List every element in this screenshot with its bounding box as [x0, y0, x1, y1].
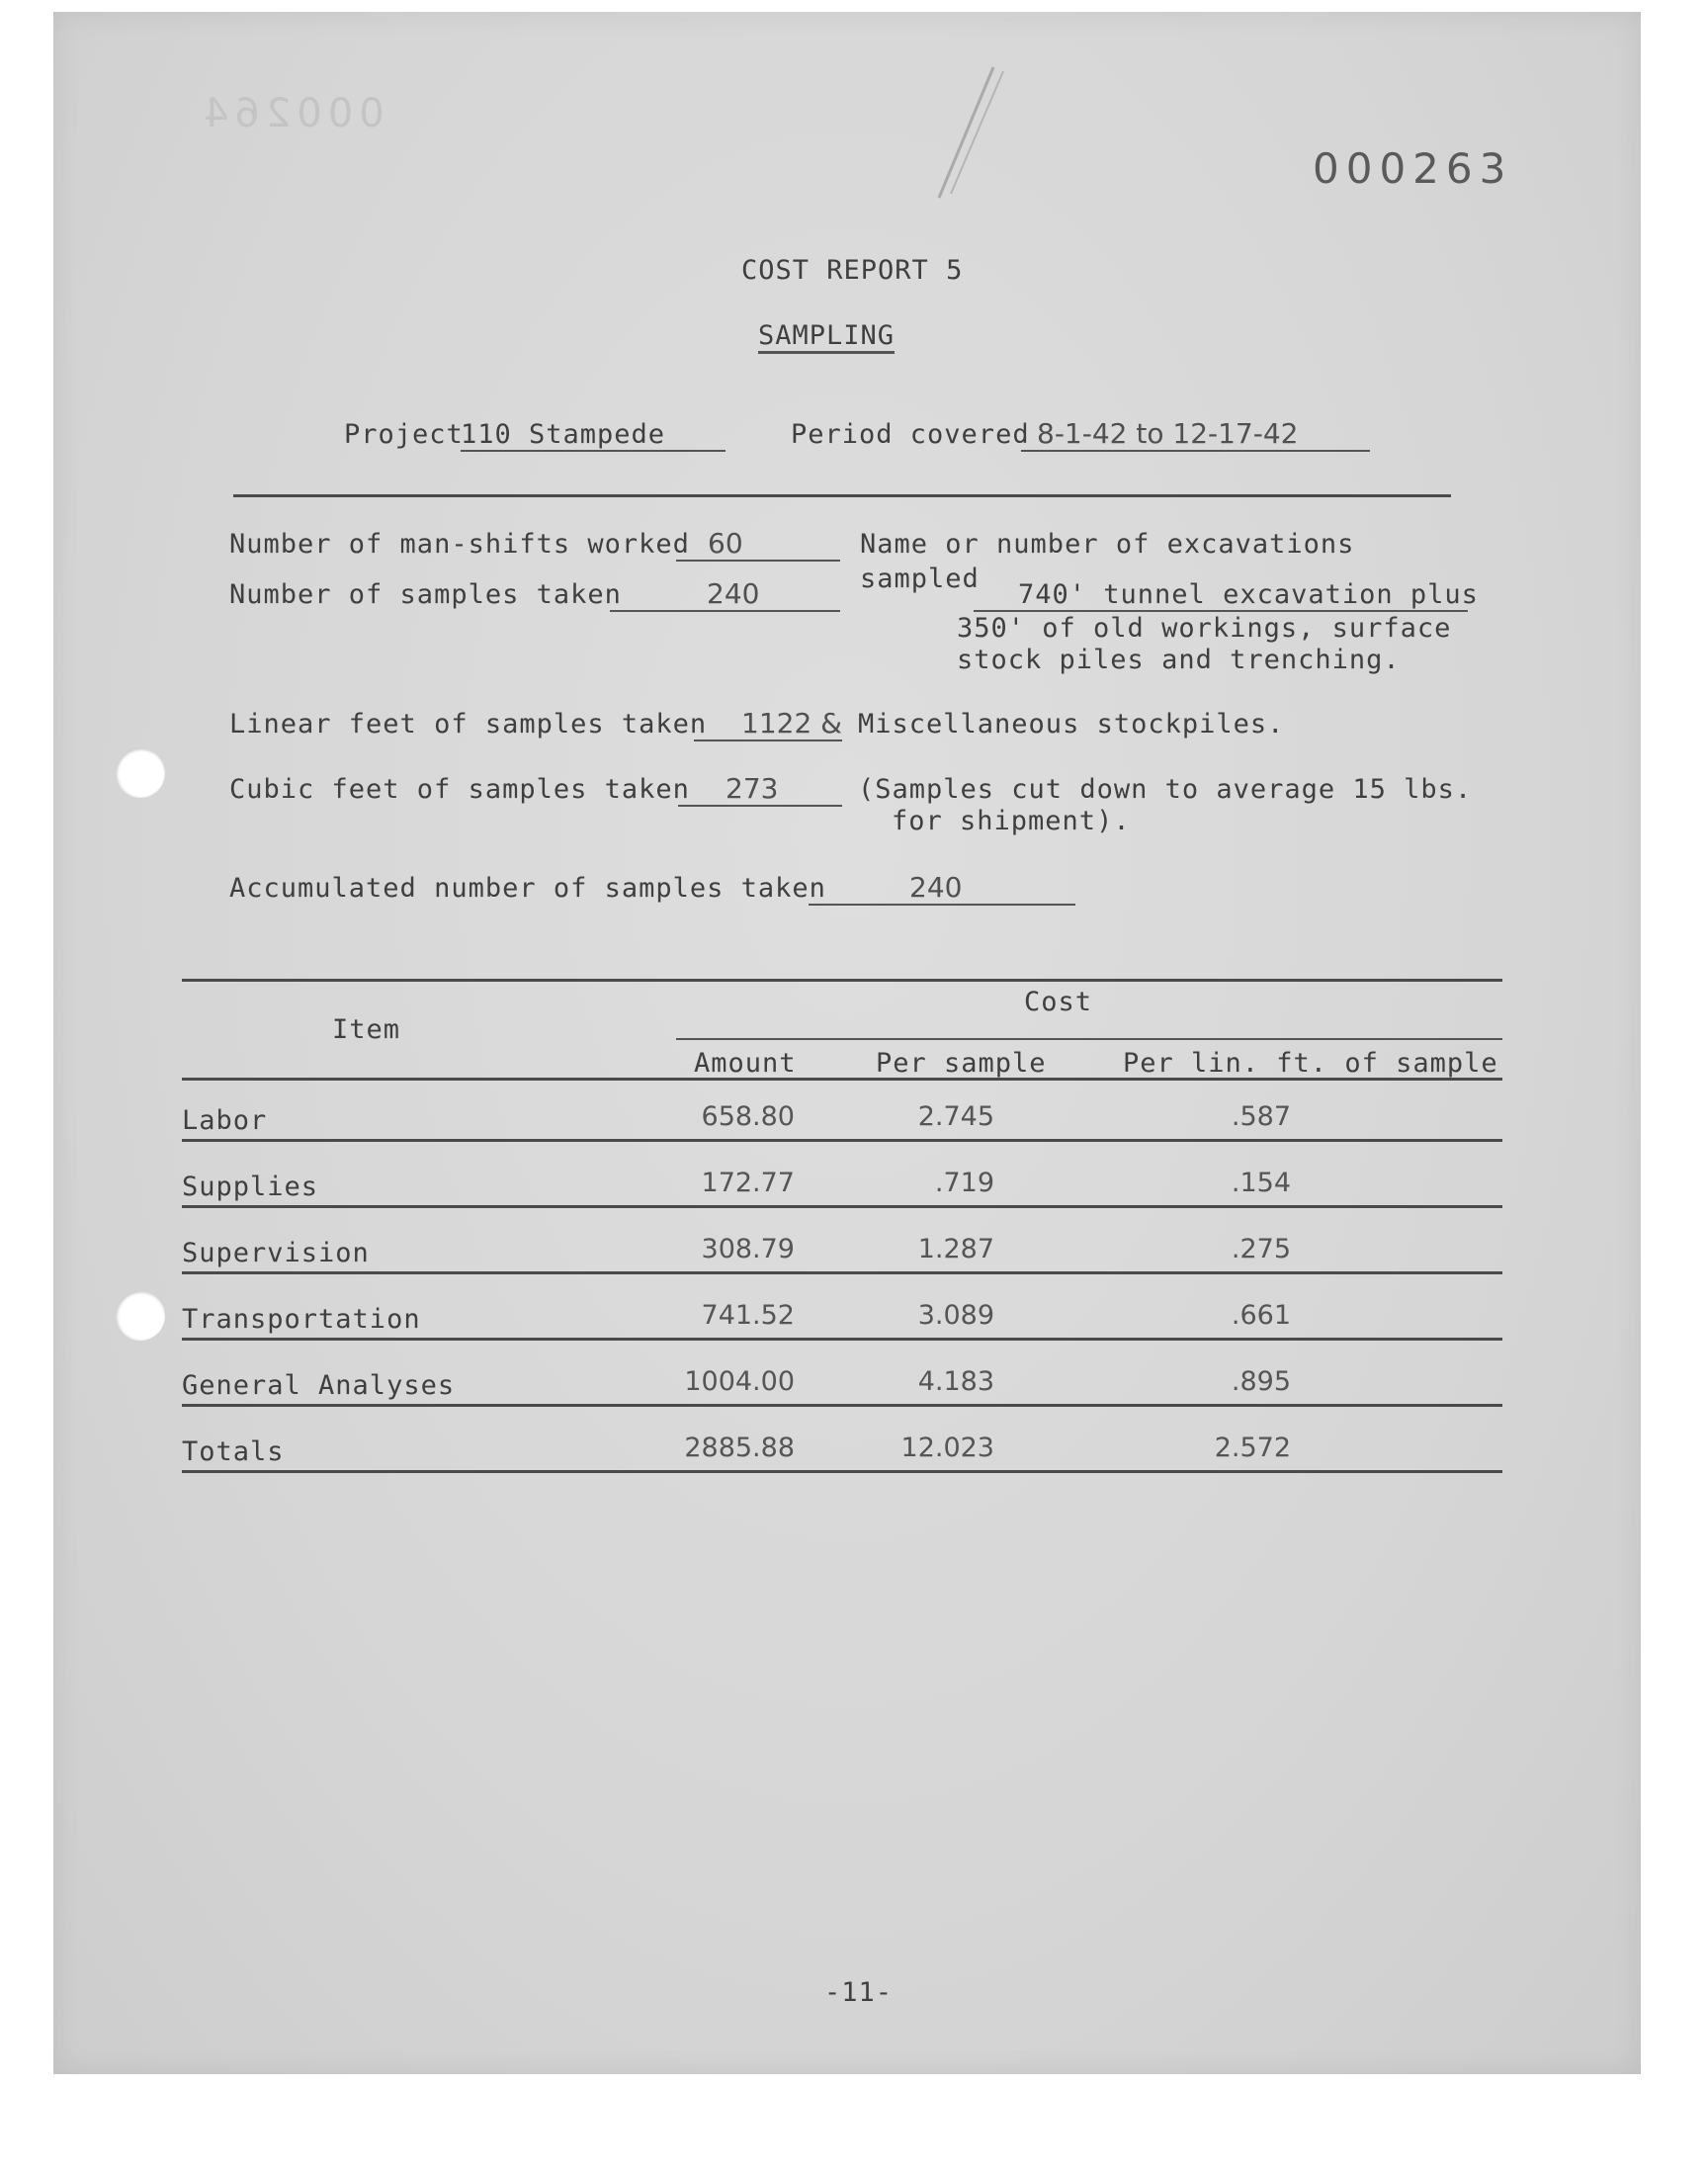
man-shifts-value: 60: [676, 527, 840, 562]
punch-hole-bottom: [116, 1291, 165, 1341]
cubic-note-2: for shipment).: [892, 806, 1131, 836]
table-row-item: Totals: [182, 1436, 285, 1467]
punch-hole-top: [116, 748, 165, 798]
table-row-item: Supervision: [182, 1238, 370, 1268]
table-row-per-ft: .275: [1231, 1234, 1291, 1264]
stamp-number: 000263: [1313, 144, 1513, 193]
table-cost-header: Cost: [1024, 987, 1093, 1017]
excavations-value-2: 350' of old workings, surface: [957, 613, 1452, 644]
linear-value: 1122 &: [694, 707, 842, 741]
excavations-value-3: stock piles and trenching.: [957, 645, 1401, 675]
table-row-rule: [182, 1404, 1502, 1407]
cubic-value: 273: [678, 772, 842, 807]
table-item-header: Item: [332, 1014, 401, 1045]
table-row-amount: 741.52: [701, 1300, 795, 1331]
table-row-rule: [182, 1470, 1502, 1473]
table-row-per-sample: .719: [934, 1168, 994, 1198]
accum-label: Accumulated number of samples taken: [229, 873, 826, 904]
table-row-rule: [182, 1271, 1502, 1274]
table-row-per-sample: 3.089: [917, 1300, 994, 1331]
pencil-mark: [890, 59, 1008, 208]
man-shifts-label: Number of man-shifts worked: [229, 529, 690, 560]
table-cost-rule: [676, 1038, 1502, 1040]
table-row-amount: 308.79: [701, 1234, 795, 1264]
table-row-per-ft: .661: [1231, 1300, 1291, 1331]
report-subtitle: SAMPLING: [758, 320, 895, 354]
table-row-rule: [182, 1139, 1502, 1142]
table-row-amount: 172.77: [701, 1168, 795, 1198]
accum-value: 240: [809, 871, 1075, 906]
table-row-per-sample: 12.023: [900, 1433, 994, 1463]
table-row-item: Labor: [182, 1105, 268, 1136]
table-col-amount: Amount: [694, 1048, 797, 1079]
table-col-per-sample: Per sample: [876, 1048, 1047, 1079]
project-label: Project: [344, 419, 464, 450]
linear-label: Linear feet of samples taken: [229, 709, 708, 740]
samples-value: 240: [610, 577, 840, 612]
table-row-per-sample: 1.287: [917, 1234, 994, 1264]
report-title: COST REPORT 5: [741, 255, 964, 286]
cubic-label: Cubic feet of samples taken: [229, 774, 690, 805]
table-row-item: Supplies: [182, 1172, 319, 1202]
table-row-rule: [182, 1205, 1502, 1208]
period-label: Period covered: [791, 419, 1030, 450]
table-row-per-ft: .895: [1231, 1366, 1291, 1397]
linear-note: Miscellaneous stockpiles.: [858, 709, 1285, 740]
table-row-amount: 658.80: [701, 1101, 795, 1132]
header-divider: [233, 494, 1451, 497]
table-row-item: General Analyses: [182, 1370, 456, 1401]
page-number: -11-: [824, 1977, 894, 2008]
table-row-per-ft: 2.572: [1214, 1433, 1291, 1463]
table-row-per-sample: 2.745: [917, 1101, 994, 1132]
table-top-rule: [182, 979, 1502, 982]
table-row-per-sample: 4.183: [917, 1366, 994, 1397]
cubic-note-1: (Samples cut down to average 15 lbs.: [858, 774, 1473, 805]
table-col-per-lin-ft: Per lin. ft. of sample: [1123, 1048, 1498, 1079]
table-row-rule: [182, 1338, 1502, 1341]
table-row-per-ft: .154: [1231, 1168, 1291, 1198]
excavations-value-1: 740' tunnel excavation plus: [974, 579, 1468, 612]
stamp-ghost: 000264: [198, 91, 384, 136]
table-header-rule: [182, 1078, 1502, 1081]
table-row-amount: 1004.00: [684, 1366, 795, 1397]
excavations-label-1: Name or number of excavations: [860, 529, 1355, 560]
project-value: 110 Stampede: [461, 419, 726, 452]
samples-label: Number of samples taken: [229, 579, 622, 610]
period-value: 8-1-42 to 12-17-42: [1021, 417, 1370, 452]
excavations-label-2: sampled: [860, 564, 980, 594]
table-row-item: Transportation: [182, 1304, 421, 1335]
table-row-per-ft: .587: [1231, 1101, 1291, 1132]
table-row-amount: 2885.88: [684, 1433, 795, 1463]
